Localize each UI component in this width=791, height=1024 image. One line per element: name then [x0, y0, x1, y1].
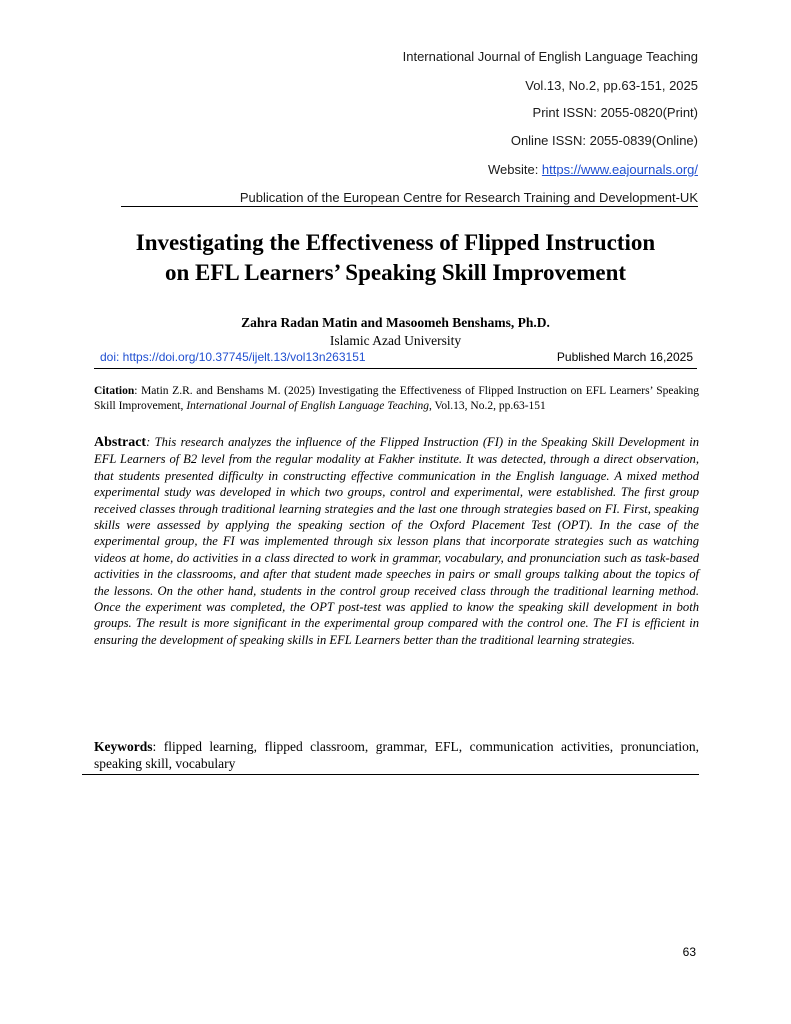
- header-divider: [121, 206, 698, 207]
- authors: Zahra Radan Matin and Masoomeh Benshams, Ph.D.: [241, 315, 550, 330]
- title-line-2: on EFL Learners’ Speaking Skill Improvement: [164, 260, 627, 285]
- website-label: Website:: [487, 162, 542, 177]
- website-line: [488, 162, 698, 178]
- online-issn: Online ISSN: 2055-0839(Online): [510, 133, 698, 148]
- print-issn: Print ISSN: 2055-0820(Print): [532, 105, 698, 120]
- paper-title: [60, 228, 731, 288]
- citation: [94, 384, 699, 414]
- keywords: [94, 738, 699, 772]
- citation-text: : Matin Z.R. and Benshams M. (2025) Investigating the Effectiveness of Flipped Instruction on EFL Learners’ Speaking Skill Improvement,: [94, 385, 699, 412]
- abstract-label: Abstract: [94, 435, 147, 450]
- affiliation: Islamic Azad University: [329, 333, 462, 348]
- keywords-text: : flipped learning, flipped classroom, grammar, EFL, communication activities, pronunciation, speaking skill, vocabulary: [94, 739, 699, 771]
- citation-text-end: , Vol.13, No.2, pp.63-151: [428, 400, 546, 412]
- publisher-line: Publication of the European Centre for Research Training and Development-UK: [239, 190, 698, 205]
- page-number: 63: [682, 945, 696, 959]
- keywords-divider: [82, 774, 699, 775]
- published-date: Published March 16,2025: [556, 350, 693, 364]
- doi-link[interactable]: doi: https://doi.org/10.37745/ijelt.13/vol13n263151: [100, 350, 366, 364]
- keywords-label: Keywords: [94, 739, 153, 754]
- abstract-text: : This research analyzes the influence of the Flipped Instruction (FI) in the Speaking Skill Development in EFL Learners of B2 level from the regular modality at Fakher institute. It was detected, through a direct observation, that students presented difficulty in constructing effective communication in the English language. A mixed method experimental study was developed in which two groups, control and experimental, were established. The first group received classes through traditional learning strategies and the last one through strategies based on FI. First, speaking skills were assessed by applying the speaking section of the Oxford Placement Test (OPT). In the case of the experimental group, the FI was implemented through six lesson plans that incorporate strategies such as watching videos at home, do activities in a class directed to work in grammar, vocabulary, and pronunciation such as task-based activities in the classrooms, and after that student made speeches in pairs or small groups talking about the topics of the lessons. On the other hand, students in the control group received class through the traditional learning method. Once the experiment was completed, the OPT post-test was applied to know the speaking skill development in both groups. The result is more significant in the experimental group compared with the control one. The FI is efficient in ensuring the development of speaking skills in EFL Learners better than the traditional learning strategies.: [94, 435, 699, 647]
- doi-divider: [94, 368, 697, 369]
- volume-info: Vol.13, No.2, pp.63-151, 2025: [525, 78, 698, 93]
- title-line-1: Investigating the Effectiveness of Flipped Instruction: [135, 230, 656, 255]
- journal-name: International Journal of English Language Teaching: [402, 49, 698, 64]
- website-link[interactable]: https://www.eajournals.org/: [541, 162, 698, 177]
- citation-label: Citation: [94, 385, 135, 397]
- citation-journal: International Journal of English Language Teaching: [186, 400, 429, 412]
- abstract: [94, 434, 699, 648]
